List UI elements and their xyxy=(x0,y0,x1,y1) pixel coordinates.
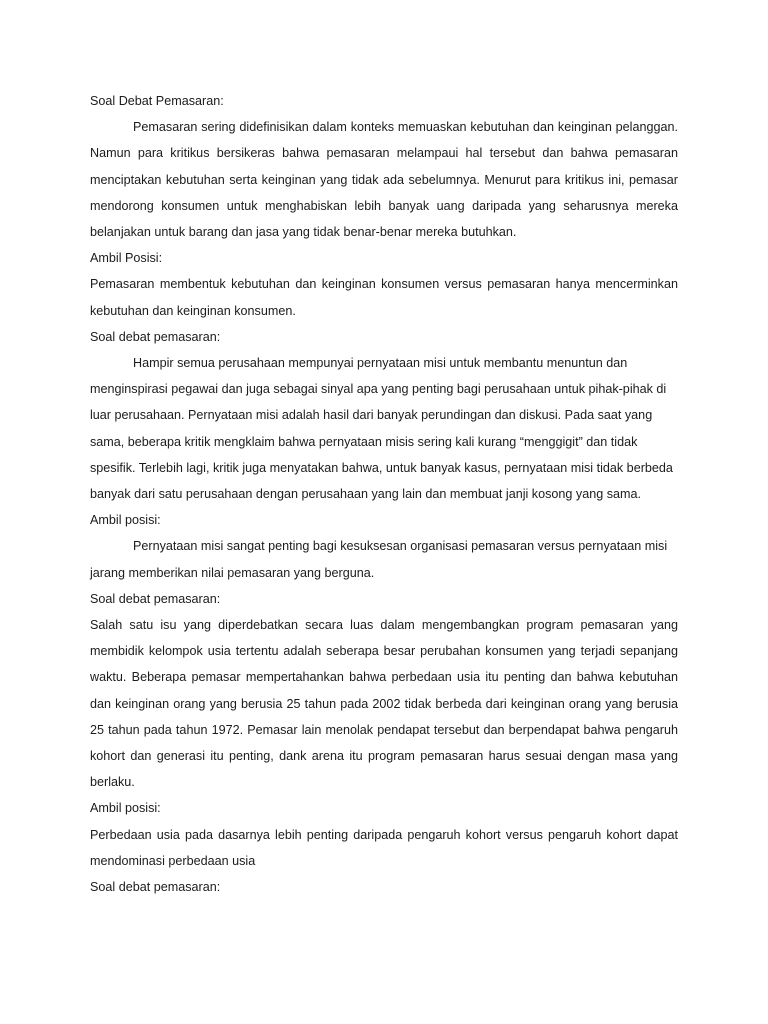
section-1-position-text: Pemasaran membentuk kebutuhan dan keinginan konsumen versus pemasaran hanya mencerminkan kebutuhan dan keinginan konsumen. xyxy=(90,277,678,318)
section-3-position-text: Perbedaan usia pada dasarnya lebih penting daripada pengaruh kohort versus pengaruh kohort dapat mendominasi perbedaan usia xyxy=(90,827,678,868)
section-2-position-heading: Ambil posisi: xyxy=(90,513,161,528)
section-2-heading: Soal debat pemasaran: xyxy=(90,329,221,344)
document-page xyxy=(90,88,678,900)
section-4-heading: Soal debat pemasaran: xyxy=(90,880,221,895)
section-1-body: Pemasaran sering didefinisikan dalam konteks memuaskan kebutuhan dan keinginan pelanggan. Namun para kritikus bersikeras bahwa pemasaran melampaui hal tersebut dan bahwa pemasaran menciptakan kebutuhan serta keinginan yang tidak ada sebelumnya. Menurut para kritikus ini, pemasar mendorong konsumen untuk menghabiskan lebih banyak uang daripada yang seharusnya mereka belanjakan untuk barang dan jasa yang tidak benar-benar mereka butuhkan. xyxy=(90,120,678,240)
section-2-body: Hampir semua perusahaan mempunyai pernyataan misi untuk membantu menuntun dan menginspirasi pegawai dan juga sebagai sinyal apa yang penting bagi perusahaan untuk pihak-pihak di luar perusahaan. Pernyataan misi adalah hasil dari banyak perundingan dan diskusi. Pada saat yang sama, beberapa kritik mengklaim bahwa pernyataan misis sering kali kurang “menggigit” dan tidak spesifik. Terlebih lagi, kritik juga menyatakan bahwa, untuk banyak kasus, pernyataan misi tidak berbeda banyak dari satu perusahaan dengan perusahaan yang lain dan membuat janji kosong yang sama. xyxy=(90,356,673,502)
section-3-heading: Soal debat pemasaran: xyxy=(90,591,221,606)
section-2-position-text: Pernyataan misi sangat penting bagi kesuksesan organisasi pemasaran versus pernyataan misi jarang memberikan nilai pemasaran yang berguna. xyxy=(90,539,668,580)
section-1-heading: Soal Debat Pemasaran: xyxy=(90,94,224,108)
section-3-body: Salah satu isu yang diperdebatkan secara luas dalam mengembangkan program pemasaran yang membidik kelompok usia tertentu adalah seberapa besar perubahan konsumen yang terjadi sepanjang waktu. Beberapa pemasar mempertahankan bahwa perbedaan usia itu penting dan bahwa kebutuhan dan keinginan orang yang berusia 25 tahun pada 2002 tidak berbeda dari keinginan orang yang berusia 25 tahun pada tahun 1972. Pemasar lain menolak pendapat tersebut dan berpendapat bahwa pengaruh kohort dan generasi itu penting, dank arena itu program pemasaran harus sesuai dengan masa yang berlaku. xyxy=(90,618,678,790)
section-3-position-heading: Ambil posisi: xyxy=(90,801,161,816)
section-1-position-heading: Ambil Posisi: xyxy=(90,251,163,266)
